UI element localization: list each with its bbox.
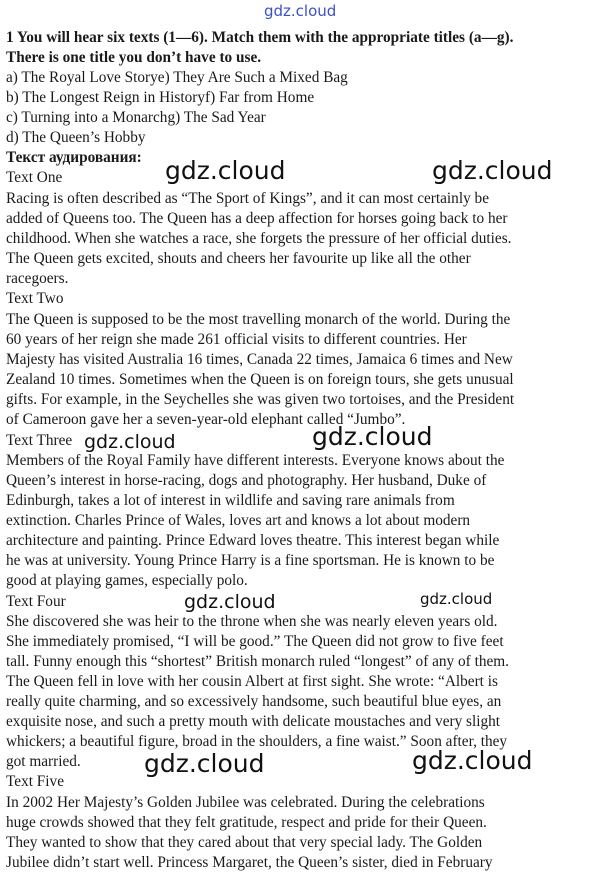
text-five-line: huge crowds showed that they felt gratitude, respect and pride for their Queen. (6, 814, 487, 831)
text-two-line: Majesty has visited Australia 16 times, Canada 22 times, Jamaica 6 times and New (6, 351, 513, 368)
text-one-line: added of Queens too. The Queen has a deep affection for horses going back to her (6, 210, 508, 227)
text-four-line: She discovered she was heir to the throne when she was nearly eleven years old. (6, 613, 498, 630)
text-two-line: 60 years of her reign she made 261 official visits to different countries. Her (6, 331, 467, 348)
text-three-line: architecture and painting. Prince Edward loves theatre. This interest began while (6, 532, 500, 549)
watermark: gdz.cloud (412, 746, 533, 775)
watermark: gdz.cloud (432, 156, 553, 185)
text-one-line: The Queen gets excited, shouts and cheers her favourite up like all the other (6, 250, 471, 267)
text-four-line: really quite charming, and so excessively handsome, such beautiful blue eyes, an (6, 693, 502, 710)
text-five-line: Jubilee didn’t start well. Princess Margaret, the Queen’s sister, died in February (6, 854, 493, 871)
text-two-label: Text Two (6, 290, 64, 307)
text-three-line: he was at university. Young Prince Harry is a fine sportsman. He is known to be (6, 552, 495, 569)
text-five-line: They wanted to show that they cared about that very special lady. The Golden (6, 834, 483, 851)
text-four-label: Text Four (6, 593, 66, 610)
title-option: c) Turning into a Monarchg) The Sad Year (6, 109, 266, 126)
watermark: gdz.cloud (84, 431, 176, 453)
text-four-line: She immediately promised, “I will be good.” The Queen did not grow to five feet (6, 633, 504, 650)
watermark: gdz.cloud (420, 590, 493, 608)
text-three-line: Edinburgh, takes a lot of interest in wildlife and saving rare animals from (6, 492, 455, 509)
text-two-line: gifts. For example, in the Seychelles she was given two tortoises, and the President (6, 391, 515, 408)
watermark: gdz.cloud (312, 422, 433, 451)
text-four-line: whickers; a beautiful figure, broad in the shoulders, a fine waist.” Soon after, they (6, 733, 508, 750)
text-two-line: Zealand 10 times. Sometimes when the Queen is on foreign tours, she gets unusual (6, 371, 514, 388)
text-one-line: childhood. When she watches a race, she forgets the pressure of her official duties. (6, 230, 512, 247)
task-instruction-line-2: There is one title you don’t have to use. (6, 49, 262, 66)
text-three-line: Queen’s interest in horse-racing, dogs and photography. Her husband, Duke of (6, 472, 487, 489)
task-instruction-line-1: 1 You will hear six texts (1—6). Match them with the appropriate titles (a—g). (6, 29, 514, 46)
text-three-line: good at playing games, especially polo. (6, 572, 248, 589)
text-three-line: Members of the Royal Family have different interests. Everyone knows about the (6, 452, 505, 469)
text-four-line: The Queen fell in love with her cousin Albert at first sight. She wrote: “Albert is (6, 673, 498, 690)
text-five-label: Text Five (6, 773, 64, 790)
title-option: a) The Royal Love Storye) They Are Such a Mixed Bag (6, 69, 348, 86)
text-one-line: racegoers. (6, 270, 69, 287)
text-three-label: Text Three (6, 432, 73, 449)
text-five-line: In 2002 Her Majesty’s Golden Jubilee was celebrated. During the celebrations (6, 794, 485, 811)
text-four-line: tall. Funny enough this “shortest” British monarch ruled “longest” of any of them. (6, 653, 509, 670)
watermark: gdz.cloud (144, 749, 265, 778)
text-three-line: extinction. Charles Prince of Wales, loves art and knows a lot about modern (6, 512, 471, 529)
listening-heading: Текст аудирования: (6, 149, 142, 166)
text-four-line: exquisite nose, and such a pretty mouth with delicate moustaches and very slight (6, 713, 501, 730)
text-one-line: Racing is often described as “The Sport of Kings”, and it can most certainly be (6, 190, 489, 207)
watermark-top: gdz.cloud (264, 2, 337, 20)
watermark: gdz.cloud (184, 591, 276, 613)
title-option: d) The Queen’s Hobby (6, 129, 146, 146)
text-two-line: of Cameroon gave her a seven-year-old elephant called “Jumbo”. (6, 411, 406, 428)
text-one-label: Text One (6, 169, 63, 186)
text-four-line: got married. (6, 753, 81, 770)
title-option: b) The Longest Reign in Historyf) Far from Home (6, 89, 315, 106)
watermark: gdz.cloud (165, 156, 286, 185)
text-two-line: The Queen is supposed to be the most travelling monarch of the world. During the (6, 311, 511, 328)
